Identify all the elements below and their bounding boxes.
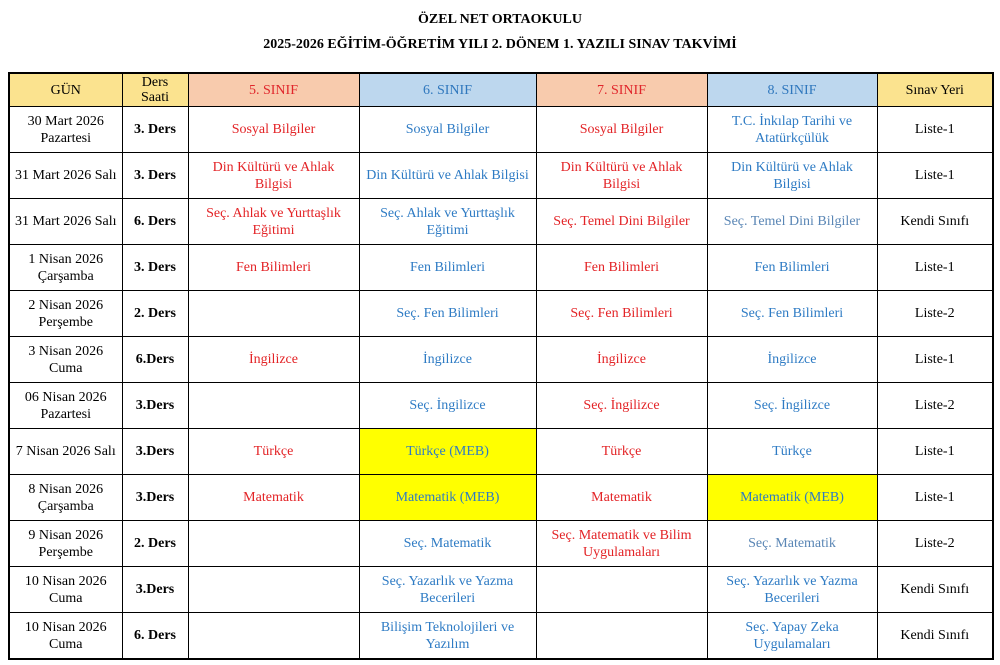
grade-6-exam-cell: Seç. Matematik bbox=[359, 521, 536, 567]
grade-6-exam-cell: Bilişim Teknolojileri ve Yazılım bbox=[359, 613, 536, 660]
grade-6-exam-cell: Seç. Ahlak ve Yurttaşlık Eğitimi bbox=[359, 199, 536, 245]
grade-8-exam-cell: Seç. Fen Bilimleri bbox=[707, 291, 877, 337]
grade-8-exam-cell: T.C. İnkılap Tarihi ve Atatürkçülük bbox=[707, 107, 877, 153]
lesson-hour-cell: 6.Ders bbox=[122, 337, 188, 383]
date-cell: 8 Nisan 2026 Çarşamba bbox=[9, 475, 122, 521]
grade-7-exam-cell: Seç. İngilizce bbox=[536, 383, 707, 429]
date-cell: 3 Nisan 2026 Cuma bbox=[9, 337, 122, 383]
table-row bbox=[9, 337, 993, 383]
grade-5-exam-cell: Din Kültürü ve Ahlak Bilgisi bbox=[188, 153, 359, 199]
lesson-hour-cell: 3. Ders bbox=[122, 245, 188, 291]
date-cell: 30 Mart 2026 Pazartesi bbox=[9, 107, 122, 153]
lesson-hour-cell: 3.Ders bbox=[122, 429, 188, 475]
grade-8-exam-cell: Seç. Yapay Zeka Uygulamaları bbox=[707, 613, 877, 660]
exam-location-cell: Liste-1 bbox=[877, 475, 993, 521]
lesson-hour-cell: 3. Ders bbox=[122, 107, 188, 153]
date-cell: 31 Mart 2026 Salı bbox=[9, 199, 122, 245]
grade-6-exam-cell-highlighted: Türkçe (MEB) bbox=[359, 429, 536, 475]
table-row bbox=[9, 107, 993, 153]
exam-location-cell: Liste-2 bbox=[877, 383, 993, 429]
grade-5-exam-cell bbox=[188, 291, 359, 337]
grade-7-exam-cell bbox=[536, 613, 707, 660]
grade-8-exam-cell: Din Kültürü ve Ahlak Bilgisi bbox=[707, 153, 877, 199]
header-row bbox=[9, 73, 993, 107]
table-row bbox=[9, 429, 993, 475]
exam-location-cell: Liste-1 bbox=[877, 429, 993, 475]
lesson-hour-cell: 3.Ders bbox=[122, 567, 188, 613]
table-row bbox=[9, 475, 993, 521]
date-cell: 9 Nisan 2026 Perşembe bbox=[9, 521, 122, 567]
lesson-hour-cell: 3.Ders bbox=[122, 475, 188, 521]
grade-7-exam-cell: Seç. Fen Bilimleri bbox=[536, 291, 707, 337]
date-cell: 7 Nisan 2026 Salı bbox=[9, 429, 122, 475]
grade-7-exam-cell: Din Kültürü ve Ahlak Bilgisi bbox=[536, 153, 707, 199]
school-title: ÖZEL NET ORTAOKULU bbox=[418, 12, 582, 27]
date-cell: 2 Nisan 2026 Perşembe bbox=[9, 291, 122, 337]
grade-5-exam-cell bbox=[188, 613, 359, 660]
lesson-hour-cell: 3. Ders bbox=[122, 153, 188, 199]
grade-6-exam-cell: Fen Bilimleri bbox=[359, 245, 536, 291]
table-row bbox=[9, 383, 993, 429]
lesson-hour-cell: 3.Ders bbox=[122, 383, 188, 429]
grade-8-exam-cell: Seç. Matematik bbox=[707, 521, 877, 567]
exam-location-cell: Kendi Sınıfı bbox=[877, 567, 993, 613]
grade-6-exam-cell: Seç. Fen Bilimleri bbox=[359, 291, 536, 337]
date-cell: 10 Nisan 2026 Cuma bbox=[9, 567, 122, 613]
grade-7-exam-cell bbox=[536, 567, 707, 613]
schedule-title: 2025-2026 EĞİTİM-ÖĞRETİM YILI 2. DÖNEM 1. YAZILI SINAV TAKVİMİ bbox=[263, 37, 737, 52]
exam-location-cell: Liste-1 bbox=[877, 153, 993, 199]
table-row bbox=[9, 613, 993, 660]
grade-7-exam-cell: Fen Bilimleri bbox=[536, 245, 707, 291]
table-row bbox=[9, 567, 993, 613]
column-header-grade-6: 6. SINIF bbox=[359, 73, 536, 107]
lesson-hour-cell: 2. Ders bbox=[122, 291, 188, 337]
column-header-grade-8: 8. SINIF bbox=[707, 73, 877, 107]
grade-6-exam-cell: Din Kültürü ve Ahlak Bilgisi bbox=[359, 153, 536, 199]
grade-6-exam-cell: İngilizce bbox=[359, 337, 536, 383]
grade-5-exam-cell bbox=[188, 567, 359, 613]
grade-6-exam-cell: Sosyal Bilgiler bbox=[359, 107, 536, 153]
table-row bbox=[9, 245, 993, 291]
grade-6-exam-cell: Seç. İngilizce bbox=[359, 383, 536, 429]
column-header-gun: GÜN bbox=[9, 73, 122, 107]
grade-5-exam-cell: Fen Bilimleri bbox=[188, 245, 359, 291]
grade-5-exam-cell: İngilizce bbox=[188, 337, 359, 383]
table-row bbox=[9, 199, 993, 245]
exam-location-cell: Liste-2 bbox=[877, 291, 993, 337]
column-header-sinav-yeri: Sınav Yeri bbox=[877, 73, 993, 107]
grade-5-exam-cell bbox=[188, 521, 359, 567]
date-cell: 06 Nisan 2026 Pazartesi bbox=[9, 383, 122, 429]
table-row bbox=[9, 153, 993, 199]
column-header-grade-7: 7. SINIF bbox=[536, 73, 707, 107]
exam-schedule-table bbox=[8, 72, 994, 660]
exam-location-cell: Liste-2 bbox=[877, 521, 993, 567]
grade-5-exam-cell: Matematik bbox=[188, 475, 359, 521]
exam-location-cell: Kendi Sınıfı bbox=[877, 613, 993, 660]
column-header-ders-saati: Ders Saati bbox=[122, 73, 188, 107]
grade-8-exam-cell: Türkçe bbox=[707, 429, 877, 475]
exam-location-cell: Kendi Sınıfı bbox=[877, 199, 993, 245]
grade-8-exam-cell: Seç. Temel Dini Bilgiler bbox=[707, 199, 877, 245]
table-row bbox=[9, 291, 993, 337]
date-cell: 1 Nisan 2026 Çarşamba bbox=[9, 245, 122, 291]
exam-location-cell: Liste-1 bbox=[877, 337, 993, 383]
grade-8-exam-cell: Seç. İngilizce bbox=[707, 383, 877, 429]
exam-location-cell: Liste-1 bbox=[877, 245, 993, 291]
lesson-hour-cell: 6. Ders bbox=[122, 199, 188, 245]
grade-7-exam-cell: Seç. Temel Dini Bilgiler bbox=[536, 199, 707, 245]
table-row bbox=[9, 521, 993, 567]
grade-5-exam-cell: Seç. Ahlak ve Yurttaşlık Eğitimi bbox=[188, 199, 359, 245]
lesson-hour-cell: 6. Ders bbox=[122, 613, 188, 660]
column-header-grade-5: 5. SINIF bbox=[188, 73, 359, 107]
grade-8-exam-cell: İngilizce bbox=[707, 337, 877, 383]
grade-5-exam-cell: Sosyal Bilgiler bbox=[188, 107, 359, 153]
grade-6-exam-cell: Seç. Yazarlık ve Yazma Becerileri bbox=[359, 567, 536, 613]
grade-5-exam-cell bbox=[188, 383, 359, 429]
grade-8-exam-cell-highlighted: Matematik (MEB) bbox=[707, 475, 877, 521]
grade-8-exam-cell: Seç. Yazarlık ve Yazma Becerileri bbox=[707, 567, 877, 613]
grade-7-exam-cell: Seç. Matematik ve Bilim Uygulamaları bbox=[536, 521, 707, 567]
grade-7-exam-cell: Matematik bbox=[536, 475, 707, 521]
exam-location-cell: Liste-1 bbox=[877, 107, 993, 153]
grade-5-exam-cell: Türkçe bbox=[188, 429, 359, 475]
grade-6-exam-cell-highlighted: Matematik (MEB) bbox=[359, 475, 536, 521]
grade-7-exam-cell: Türkçe bbox=[536, 429, 707, 475]
grade-7-exam-cell: Sosyal Bilgiler bbox=[536, 107, 707, 153]
date-cell: 31 Mart 2026 Salı bbox=[9, 153, 122, 199]
grade-7-exam-cell: İngilizce bbox=[536, 337, 707, 383]
date-cell: 10 Nisan 2026 Cuma bbox=[9, 613, 122, 660]
grade-8-exam-cell: Fen Bilimleri bbox=[707, 245, 877, 291]
lesson-hour-cell: 2. Ders bbox=[122, 521, 188, 567]
